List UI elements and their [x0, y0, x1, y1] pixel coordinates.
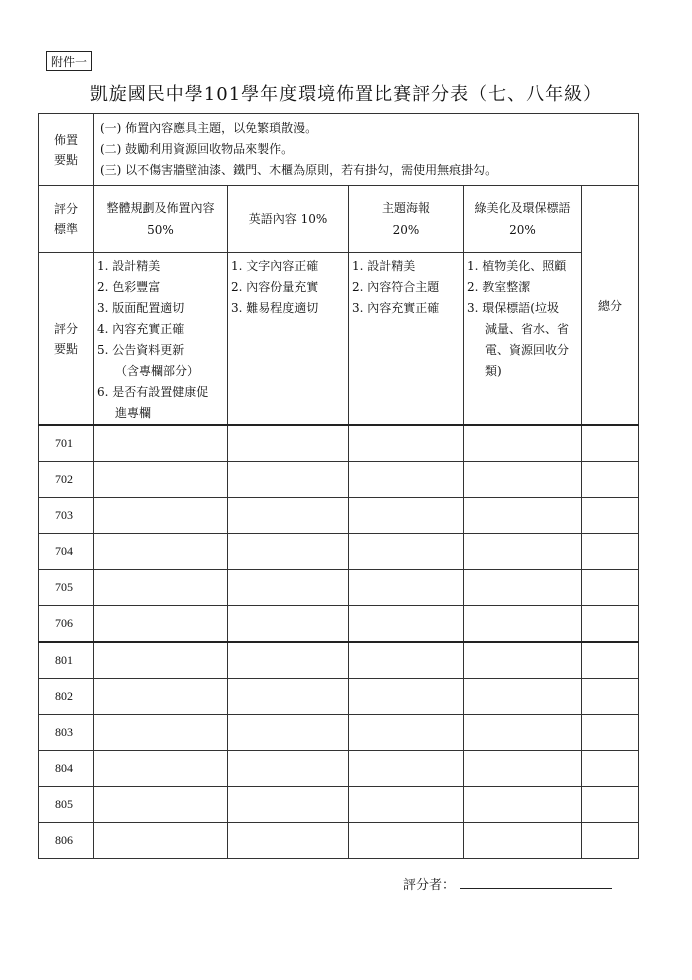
criterion-name: 主題海報 [381, 201, 430, 215]
score-cell-poster[interactable] [349, 570, 464, 606]
note-item: (二) 鼓勵利用資源回收物品來製作。 [100, 142, 294, 156]
score-cell-total[interactable] [582, 823, 639, 859]
criterion-name: 整體規劃及佈置內容 [106, 201, 215, 215]
score-cell-poster[interactable] [349, 679, 464, 715]
score-cell-total[interactable] [582, 642, 639, 679]
point-item: （含專欄部分） [115, 364, 200, 378]
score-cell-layout[interactable] [94, 570, 228, 606]
score-cell-total[interactable] [582, 570, 639, 606]
criterion-greening [464, 186, 582, 253]
score-sheet-table [38, 113, 639, 859]
grader-signature-line[interactable] [460, 888, 612, 889]
score-cell-greening[interactable] [464, 642, 582, 679]
criterion-name: 綠美化及環保標語 [474, 201, 571, 215]
points-layout [94, 253, 228, 426]
score-cell-greening[interactable] [464, 787, 582, 823]
point-item: 2. 教室整潔 [467, 280, 531, 294]
score-cell-english[interactable] [228, 715, 349, 751]
score-cell-english[interactable] [228, 425, 349, 462]
score-cell-layout[interactable] [94, 751, 228, 787]
notes-row [39, 114, 639, 186]
score-cell-total[interactable] [582, 425, 639, 462]
score-cell-poster[interactable] [349, 462, 464, 498]
score-cell-english[interactable] [228, 570, 349, 606]
score-cell-poster[interactable] [349, 823, 464, 859]
score-cell-english[interactable] [228, 642, 349, 679]
points-english [228, 253, 349, 426]
criterion-layout [94, 186, 228, 253]
point-item: 5. 公告資料更新 [97, 343, 185, 357]
class-row [39, 606, 639, 643]
notes-label [39, 114, 94, 186]
score-cell-english[interactable] [228, 498, 349, 534]
point-item: 1. 設計精美 [97, 259, 161, 273]
score-cell-greening[interactable] [464, 715, 582, 751]
class-number: 804 [39, 751, 94, 787]
point-item: 3. 內容充實正確 [352, 301, 440, 315]
total-header: 總分 [582, 186, 639, 426]
score-cell-total[interactable] [582, 606, 639, 643]
class-number: 704 [39, 534, 94, 570]
class-number: 705 [39, 570, 94, 606]
class-row [39, 570, 639, 606]
criterion-poster [349, 186, 464, 253]
score-cell-greening[interactable] [464, 823, 582, 859]
score-cell-layout[interactable] [94, 715, 228, 751]
score-cell-english[interactable] [228, 534, 349, 570]
score-cell-poster[interactable] [349, 534, 464, 570]
point-item: 6. 是否有設置健康促 [97, 385, 209, 399]
score-cell-poster[interactable] [349, 751, 464, 787]
score-cell-layout[interactable] [94, 679, 228, 715]
score-cell-english[interactable] [228, 787, 349, 823]
score-cell-total[interactable] [582, 751, 639, 787]
class-row [39, 534, 639, 570]
point-item: 1. 文字內容正確 [231, 259, 319, 273]
notes-cell [94, 114, 639, 186]
score-cell-total[interactable] [582, 679, 639, 715]
point-item: 1. 設計精美 [352, 259, 416, 273]
score-cell-layout[interactable] [94, 606, 228, 643]
score-cell-greening[interactable] [464, 751, 582, 787]
point-item: 2. 內容份量充實 [231, 280, 319, 294]
score-cell-total[interactable] [582, 787, 639, 823]
point-item: 3. 版面配置適切 [97, 301, 185, 315]
point-item: 1. 植物美化、照顧 [467, 259, 567, 273]
score-cell-layout[interactable] [94, 534, 228, 570]
score-cell-total[interactable] [582, 715, 639, 751]
class-row [39, 462, 639, 498]
point-item: 2. 色彩豐富 [97, 280, 161, 294]
score-cell-english[interactable] [228, 606, 349, 643]
points-label [39, 253, 94, 426]
points-label-line: 要點 [53, 341, 78, 356]
page-title: 凱旋國民中學101學年度環境佈置比賽評分表（七、八年級） [89, 84, 603, 105]
score-cell-english[interactable] [228, 679, 349, 715]
point-item: 減量、省水、省 [485, 322, 570, 336]
class-number: 803 [39, 715, 94, 751]
notes-label-line: 佈置 [53, 132, 78, 147]
score-cell-poster[interactable] [349, 715, 464, 751]
score-cell-english[interactable] [228, 823, 349, 859]
score-cell-layout[interactable] [94, 787, 228, 823]
class-number: 806 [39, 823, 94, 859]
score-cell-poster[interactable] [349, 642, 464, 679]
notes-label-line: 要點 [53, 152, 78, 167]
point-item: 2. 內容符合主題 [352, 280, 440, 294]
score-cell-greening[interactable] [464, 462, 582, 498]
point-item: 4. 內容充實正確 [97, 322, 185, 336]
point-item: 進專欄 [115, 406, 152, 420]
score-cell-english[interactable] [228, 751, 349, 787]
score-cell-greening[interactable] [464, 534, 582, 570]
score-cell-greening[interactable] [464, 425, 582, 462]
class-row [39, 787, 639, 823]
class-number: 805 [39, 787, 94, 823]
criterion-weight: 20% [392, 223, 420, 237]
score-cell-poster[interactable] [349, 498, 464, 534]
score-cell-poster[interactable] [349, 787, 464, 823]
class-number: 801 [39, 642, 94, 679]
score-cell-english[interactable] [228, 462, 349, 498]
score-cell-layout[interactable] [94, 823, 228, 859]
score-cell-layout[interactable] [94, 425, 228, 462]
criterion-name: 英語內容 10% [248, 212, 328, 226]
score-cell-greening[interactable] [464, 498, 582, 534]
note-item: (一) 佈置內容應具主題，以免繁瑣散漫。 [100, 121, 318, 135]
score-cell-poster[interactable] [349, 606, 464, 643]
point-item: 3. 環保標語(垃圾 [467, 301, 559, 315]
score-cell-total[interactable] [582, 534, 639, 570]
class-number: 701 [39, 425, 94, 462]
criteria-label-line: 評分 [53, 202, 78, 216]
class-row [39, 751, 639, 787]
point-item: 類) [485, 364, 502, 378]
criterion-weight: 20% [509, 223, 536, 237]
attachment-tag: 附件一 [46, 51, 92, 71]
class-number: 702 [39, 462, 94, 498]
class-rows [39, 425, 639, 859]
class-row [39, 642, 639, 679]
score-cell-layout[interactable] [94, 498, 228, 534]
score-cell-layout[interactable] [94, 462, 228, 498]
point-item: 3. 難易程度適切 [231, 301, 319, 315]
class-number: 802 [39, 679, 94, 715]
class-row [39, 679, 639, 715]
criterion-weight: 50% [147, 223, 174, 237]
criterion-english [228, 186, 349, 253]
class-row [39, 715, 639, 751]
grader-label: 評分者： [403, 878, 456, 893]
points-greening [464, 253, 582, 426]
score-cell-layout[interactable] [94, 642, 228, 679]
class-row [39, 823, 639, 859]
class-row [39, 498, 639, 534]
criteria-label [39, 186, 94, 253]
note-item: (三) 以不傷害牆壁油漆、鐵門、木櫃為原則，若有掛勾，需使用無痕掛勾。 [100, 163, 498, 177]
class-row [39, 425, 639, 462]
points-label-line: 評分 [53, 321, 78, 336]
point-item: 電、資源回收分 [485, 343, 570, 357]
points-poster [349, 253, 464, 426]
points-row [39, 253, 639, 426]
score-cell-greening[interactable] [464, 570, 582, 606]
score-cell-greening[interactable] [464, 679, 582, 715]
criteria-row [39, 186, 639, 253]
class-number: 703 [39, 498, 94, 534]
class-number: 706 [39, 606, 94, 643]
score-cell-greening[interactable] [464, 606, 582, 643]
score-cell-poster[interactable] [349, 425, 464, 462]
score-cell-total[interactable] [582, 498, 639, 534]
score-cell-total[interactable] [582, 462, 639, 498]
criteria-label-line: 標準 [53, 222, 78, 236]
